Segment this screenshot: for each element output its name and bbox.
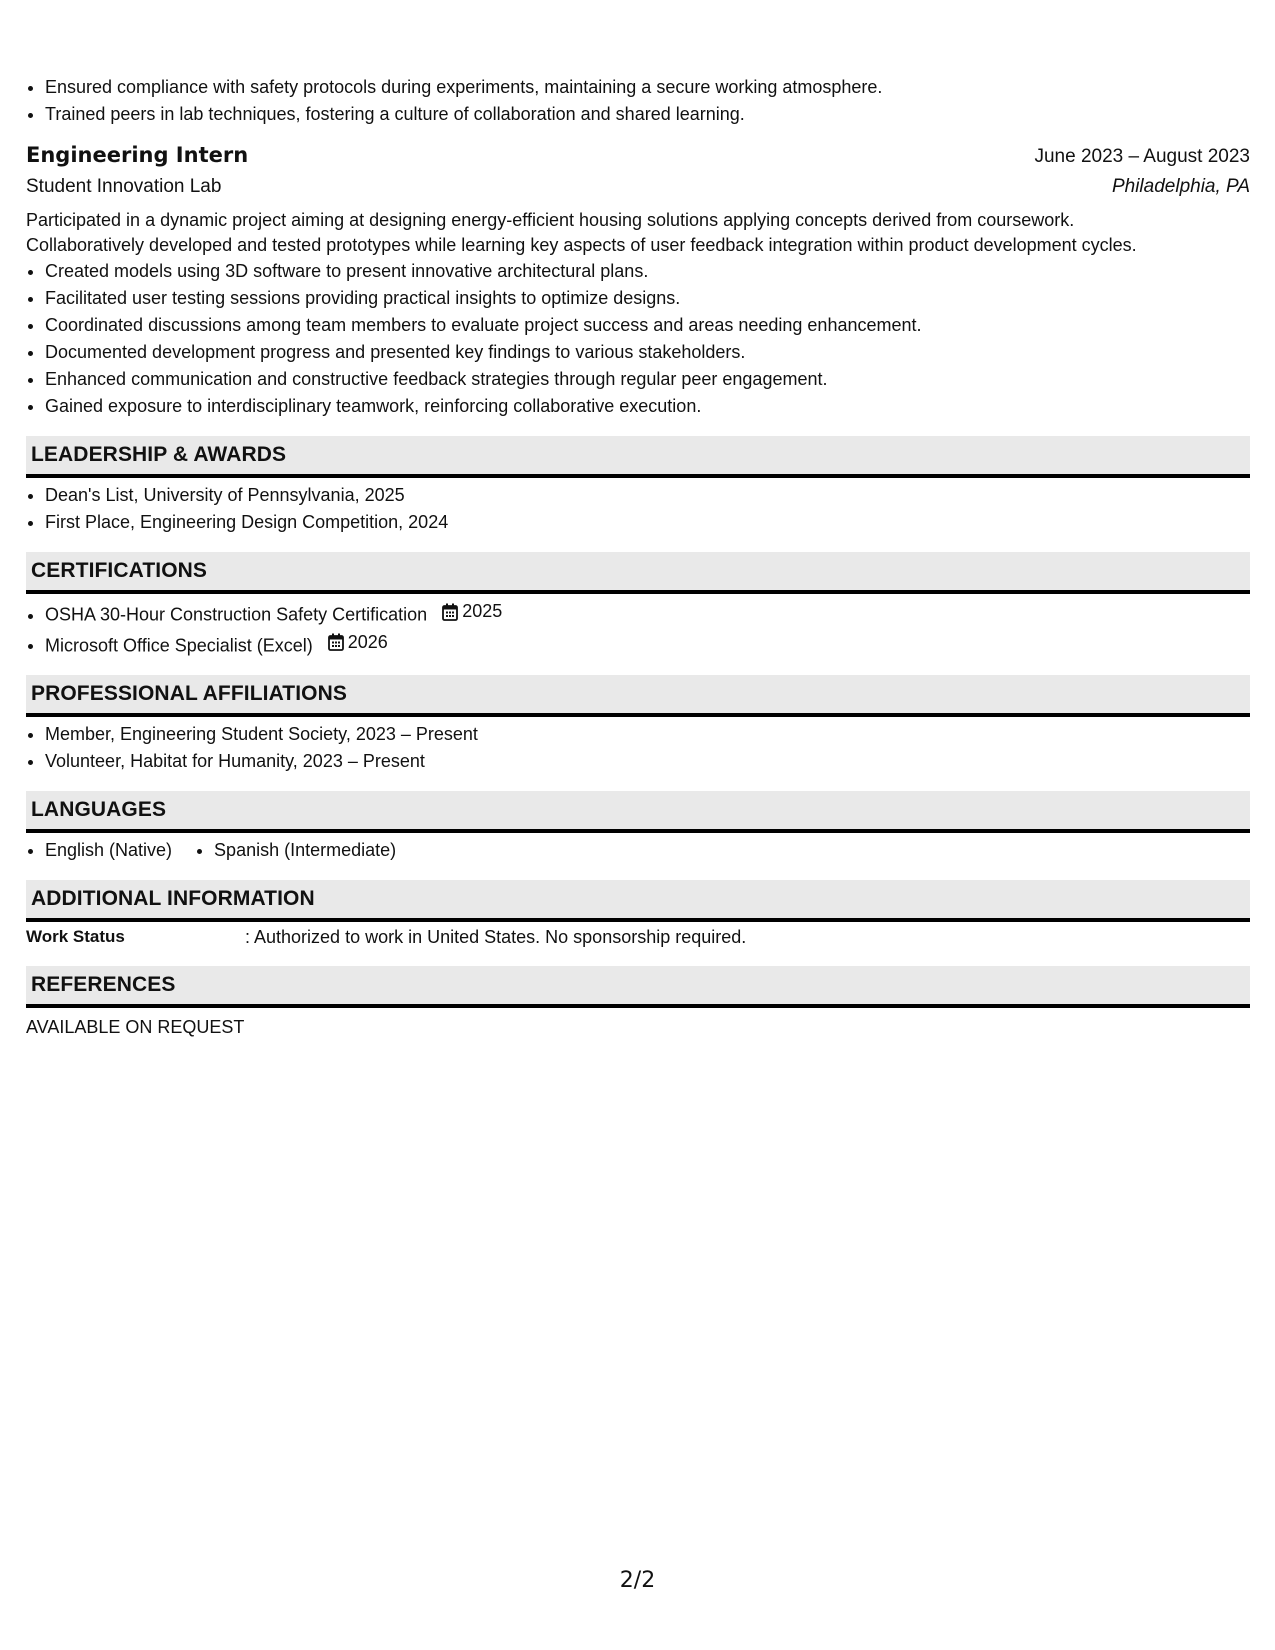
section-header-affiliations <box>26 675 1250 717</box>
job-entry <box>26 138 1250 420</box>
list-item: • Member, Engineering Student Society, 2023 – Present <box>45 721 1250 748</box>
section-title: ADDITIONAL INFORMATION <box>31 887 315 910</box>
list-item: • Dean's List, University of Pennsylvania, 2025 <box>45 482 1250 509</box>
list-item: • Spanish (Intermediate) <box>214 837 396 864</box>
section-title: REFERENCES <box>31 973 176 996</box>
certification-year: 2025 <box>462 601 503 621</box>
work-status-row <box>26 922 1250 950</box>
section-header-certifications <box>26 552 1250 594</box>
list-item: • Created models using 3D software to present innovative architectural plans. <box>45 258 1250 285</box>
list-item: • English (Native) <box>45 837 172 864</box>
job-description-line: Participated in a dynamic project aiming at designing energy-efficient housing solutions applying concepts derived from coursework. <box>26 210 1075 230</box>
list-item: • Trained peers in lab techniques, fostering a culture of collaboration and shared learning. <box>45 101 1250 128</box>
resume-page <box>26 74 1250 1040</box>
page-number: 2/2 <box>619 1568 656 1593</box>
job-title: Engineering Intern <box>26 143 249 167</box>
list-item: • Documented development progress and presented key findings to various stakeholders. <box>45 339 1250 366</box>
list-item: • First Place, Engineering Design Competition, 2024 <box>45 509 1250 536</box>
references-text: AVAILABLE ON REQUEST <box>26 1017 245 1037</box>
list-item <box>45 629 1250 660</box>
certification-name: Microsoft Office Specialist (Excel) <box>45 635 313 655</box>
list-item: • Facilitated user testing sessions providing practical insights to optimize designs. <box>45 285 1250 312</box>
section-header-leadership <box>26 436 1250 478</box>
list-item: • Enhanced communication and constructive feedback strategies through regular peer engagement. <box>45 366 1250 393</box>
certification-date <box>442 598 502 625</box>
section-header-languages <box>26 791 1250 833</box>
job-bullets <box>26 258 1250 420</box>
job-description <box>26 208 1250 258</box>
job-dates: June 2023 – August 2023 <box>1034 146 1250 167</box>
section-header-additional-information <box>26 880 1250 922</box>
section-title: LEADERSHIP & AWARDS <box>31 443 287 466</box>
previous-job-bullets <box>26 74 1250 128</box>
work-status-value: : Authorized to work in United States. No sponsorship required. <box>245 927 747 947</box>
calendar-icon <box>328 633 344 651</box>
job-organization: Student Innovation Lab <box>26 176 222 197</box>
calendar-icon <box>442 603 458 621</box>
list-item: • Volunteer, Habitat for Humanity, 2023 – Present <box>45 748 1250 775</box>
section-header-references <box>26 966 1250 1008</box>
list-item: • Gained exposure to interdisciplinary teamwork, reinforcing collaborative execution. <box>45 393 1250 420</box>
list-item <box>45 598 1250 629</box>
job-description-line: Collaboratively developed and tested prototypes while learning key aspects of user feedback integration within product development cycles. <box>26 235 1137 255</box>
section-title: LANGUAGES <box>31 798 167 821</box>
leadership-list <box>26 482 1250 536</box>
certification-date <box>328 629 388 656</box>
list-item: • Coordinated discussions among team members to evaluate project success and areas needing enhancement. <box>45 312 1250 339</box>
job-location: Philadelphia, PA <box>1111 176 1250 197</box>
work-status-label: Work Status <box>26 927 125 946</box>
certifications-list <box>26 598 1250 659</box>
section-title: PROFESSIONAL AFFILIATIONS <box>31 682 347 705</box>
list-item: • Ensured compliance with safety protocols during experiments, maintaining a secure working atmosphere. <box>45 74 1250 101</box>
languages-list <box>26 837 1250 864</box>
certification-name: OSHA 30-Hour Construction Safety Certification <box>45 604 428 625</box>
certification-year: 2026 <box>347 631 388 652</box>
section-title: CERTIFICATIONS <box>31 559 208 582</box>
affiliations-list <box>26 721 1250 775</box>
